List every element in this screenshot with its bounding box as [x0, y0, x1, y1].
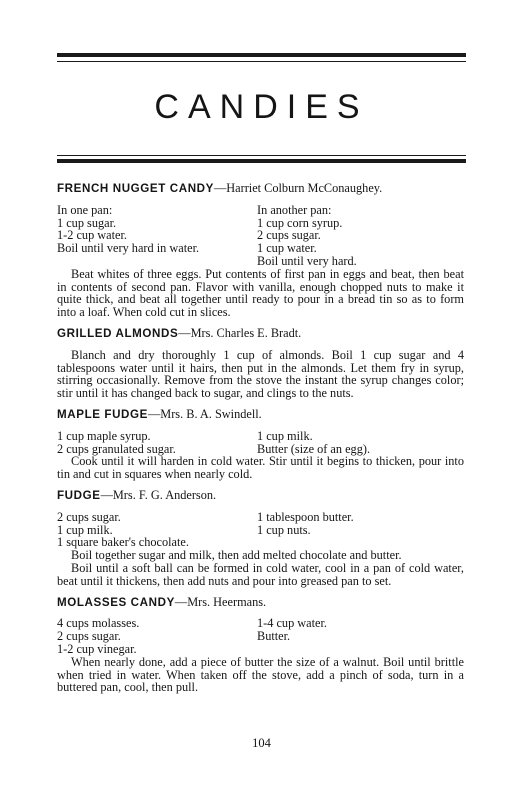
- recipe-name: MOLASSES CANDY: [57, 595, 175, 609]
- ingredient-line: Butter (size of an egg).: [257, 441, 371, 456]
- ingredient-line: Butter.: [257, 629, 291, 644]
- ingredient-column-right: [257, 617, 464, 643]
- instruction-paragraph: Boil until a soft ball can be formed in cold water, cool in a pan of cold water, beat until it thickens, then add nuts and pour into greased pan to set.: [57, 560, 464, 588]
- ingredient-line: 1 cup milk.: [257, 428, 313, 443]
- recipe: [57, 489, 464, 588]
- ingredient-line: 1 cup milk.: [57, 522, 113, 537]
- ingredient-line: 4 cups molasses.: [57, 616, 140, 631]
- recipe-author: —Mrs. B. A. Swindell.: [147, 406, 262, 421]
- ingredient-columns: [57, 511, 464, 537]
- ingredient-line: 1 cup corn syrup.: [257, 215, 343, 230]
- ingredient-line: 1 square baker's chocolate.: [57, 535, 189, 550]
- recipe-name: GRILLED ALMONDS: [57, 326, 179, 340]
- recipe: [57, 327, 464, 400]
- recipe-author: —Mrs. Charles E. Bradt.: [178, 325, 302, 340]
- ingredient-line: 2 cups sugar.: [257, 228, 321, 243]
- ingredient-column-right: [257, 204, 464, 268]
- ingredient-line: In another pan:: [257, 202, 332, 217]
- recipe-heading: [57, 408, 464, 422]
- recipe-heading: [57, 596, 464, 610]
- ingredient-line: 1 cup maple syrup.: [57, 428, 151, 443]
- instruction-paragraph: Cook until it will harden in cold water. Stir until it begins to thicken, pour into tin and cut in squares when nearly cold.: [57, 454, 464, 482]
- ingredient-line: 1-4 cup water.: [257, 616, 327, 631]
- recipe-name: FUDGE: [57, 488, 101, 502]
- recipe-heading: [57, 182, 464, 196]
- ingredient-line: In one pan:: [57, 202, 113, 217]
- recipe-heading: [57, 489, 464, 503]
- ingredient-line: 1 cup nuts.: [257, 522, 311, 537]
- ingredient-line: 1 cup water.: [257, 241, 317, 256]
- recipe-heading: [57, 327, 464, 341]
- recipe-name: MAPLE FUDGE: [57, 407, 148, 421]
- ingredient-columns: [57, 617, 464, 643]
- ingredient-columns: [57, 430, 464, 456]
- ingredient-line: 2 cups sugar.: [57, 509, 121, 524]
- chapter-title: CANDIES: [154, 88, 369, 126]
- recipe: [57, 182, 464, 319]
- page-number: 104: [252, 736, 271, 750]
- recipe-list: [57, 182, 464, 702]
- instruction-paragraph: When nearly done, add a piece of butter the size of a walnut. Boil until brittle when tried in water. When taken off the stove, add a pinch of soda, turn in a buttered pan, cool, then pull.: [57, 654, 464, 695]
- top-rule-thin: [57, 61, 466, 62]
- ingredient-line: 2 cups sugar.: [57, 629, 121, 644]
- ingredient-column-right: [257, 430, 464, 456]
- instruction-paragraph: Beat whites of three eggs. Put contents of first pan in eggs and beat, then beat in contents of second pan. Flavor with vanilla, enough chopped nuts to make it quite thick, and beat all together until ready to pour in a bread tin so as to form into a loaf. When cold cut in slices.: [57, 266, 464, 320]
- ingredient-column-left: [57, 617, 257, 643]
- ingredient-column-left: [57, 204, 257, 268]
- recipe: [57, 596, 464, 695]
- recipe-author: —Mrs. F. G. Anderson.: [100, 487, 217, 502]
- recipe-author: —Harriet Colburn McConaughey.: [213, 181, 383, 195]
- instruction-paragraph: Boil together sugar and milk, then add melted chocolate and butter.: [71, 548, 402, 563]
- title-rule-thick: [57, 159, 466, 163]
- ingredient-line: Boil until very hard in water.: [57, 241, 200, 256]
- ingredient-line: Boil until very hard.: [257, 253, 357, 268]
- ingredient-line: 1-2 cup water.: [57, 228, 127, 243]
- title-rule-thin: [57, 155, 466, 156]
- instruction-paragraph: Blanch and dry thoroughly 1 cup of almonds. Boil 1 cup sugar and 4 tablespoons water until it hairs, then put in the almonds. Let them fry in syrup, stirring occasionally. Remove from the stove the instant the syrup changes color; stir until it has changed back to sugar, and clings to the nuts.: [57, 347, 464, 401]
- ingredient-column-left: [57, 511, 257, 537]
- ingredient-columns: [57, 204, 464, 268]
- recipe-name: FRENCH NUGGET CANDY: [57, 182, 214, 195]
- recipe: [57, 408, 464, 481]
- ingredient-line: 1 tablespoon butter.: [257, 509, 354, 524]
- ingredient-line: 1 cup sugar.: [57, 215, 117, 230]
- ingredient-column-right: [257, 511, 464, 537]
- top-rule-thick: [57, 53, 466, 57]
- ingredient-line: 2 cups granulated sugar.: [57, 441, 176, 456]
- ingredient-column-left: [57, 430, 257, 456]
- ingredient-line: 1-2 cup vinegar.: [57, 641, 137, 656]
- recipe-author: —Mrs. Heermans.: [174, 594, 267, 609]
